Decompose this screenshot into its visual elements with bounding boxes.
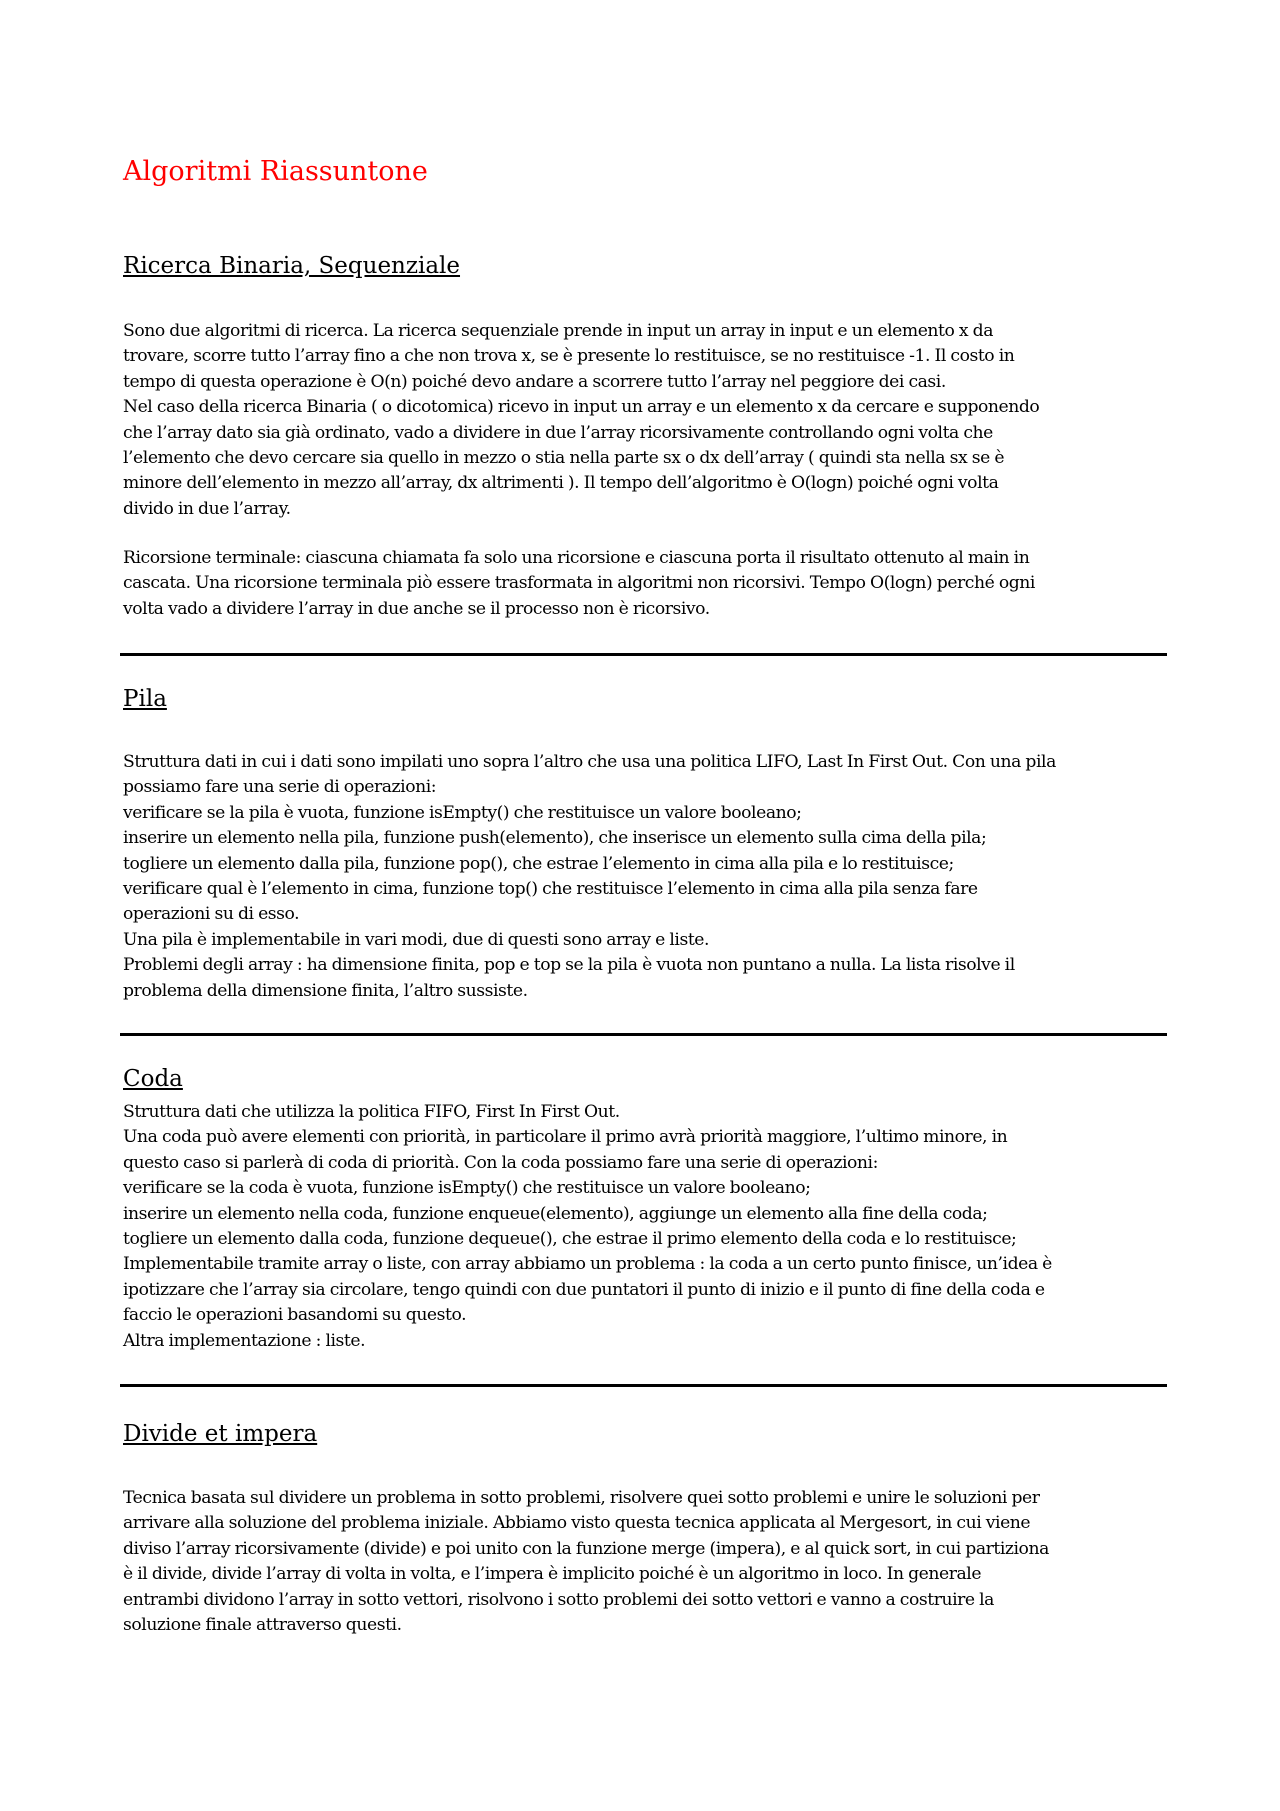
text-line: tempo di questa operazione è O(n) poiché devo andare a scorrere tutto l’array nel peggiore dei casi. <box>123 371 946 392</box>
paragraph-ricerca-1 <box>123 319 1183 522</box>
paragraph-coda <box>123 1100 1183 1354</box>
text-line: soluzione finale attraverso questi. <box>123 1615 402 1636</box>
text-line: questo caso si parlerà di coda di priorità. Con la coda possiamo fare una serie di operazioni: <box>123 1152 878 1173</box>
text-line: trovare, scorre tutto l’array fino a che non trova x, se è presente lo restituisce, se no restituisce -1. Il costo in <box>123 346 1015 367</box>
text-line: togliere un elemento dalla pila, funzione pop(), che estrae l’elemento in cima alla pila e lo restituisce; <box>123 853 954 874</box>
text-line: problema della dimensione finita, l’altro sussiste. <box>123 980 528 1001</box>
text-line: verificare qual è l’elemento in cima, funzione top() che restituisce l’elemento in cima alla pila senza fare <box>123 879 978 900</box>
text-line: verificare se la pila è vuota, funzione isEmpty() che restituisce un valore booleano; <box>123 802 802 823</box>
text-line: Tecnica basata sul dividere un problema in sotto problemi, risolvere quei sotto problemi e unire le soluzioni per <box>123 1488 1040 1508</box>
text-line: Una pila è implementabile in vari modi, due di questi sono array e liste. <box>123 929 710 950</box>
text-line: volta vado a dividere l’array in due anche se il processo non è ricorsivo. <box>123 598 710 619</box>
text-line: faccio le operazioni basandomi su questo. <box>123 1305 467 1326</box>
text-line: entrambi dividono l’array in sotto vettori, risolvono i sotto problemi dei sotto vettori e vanno a costruire la <box>123 1589 994 1610</box>
text-line: Struttura dati che utilizza la politica FIFO, First In First Out. <box>123 1102 620 1122</box>
text-line: arrivare alla soluzione del problema iniziale. Abbiamo visto questa tecnica applicata al Mergesort, in cui viene <box>123 1513 1031 1534</box>
paragraph-ricerca-2 <box>123 546 1183 622</box>
text-line: Sono due algoritmi di ricerca. La ricerca sequenziale prende in input un array in input e un elemento x da <box>123 321 994 341</box>
section-divider <box>120 1033 1167 1036</box>
text-line: verificare se la coda è vuota, funzione isEmpty() che restituisce un valore booleano; <box>123 1178 811 1199</box>
text-line: Problemi degli array : ha dimensione finita, pop e top se la pila è vuota non puntano a nulla. La lista risolve il <box>123 955 1015 976</box>
section-heading-divide-et-impera: Divide et impera <box>123 1421 318 1447</box>
section-divider <box>120 653 1167 656</box>
section-heading-pila: Pila <box>123 686 167 712</box>
text-line: Nel caso della ricerca Binaria ( o dicotomica) ricevo in input un array e un elemento x da cercare e supponendo <box>123 397 1040 418</box>
paragraph-divide-et-impera <box>123 1486 1183 1638</box>
text-line: inserire un elemento nella pila, funzione push(elemento), che inserisce un elemento sulla cima della pila; <box>123 828 987 849</box>
paragraph-pila <box>123 750 1183 1004</box>
section-heading-ricerca: Ricerca Binaria, Sequenziale <box>123 253 461 279</box>
text-line: togliere un elemento dalla coda, funzione dequeue(), che estrae il primo elemento della coda e lo restituisce; <box>123 1229 1017 1250</box>
text-line: operazioni su di esso. <box>123 904 300 925</box>
text-line: ipotizzare che l’array sia circolare, tengo quindi con due puntatori il punto di inizio e il punto di fine della coda e <box>123 1279 1045 1300</box>
text-line: che l’array dato sia già ordinato, vado a dividere in due l’array ricorsivamente controllando ogni volta che <box>123 422 993 443</box>
text-line: Ricorsione terminale: ciascuna chiamata fa solo una ricorsione e ciascuna porta il risultato ottenuto al main in <box>123 548 1030 568</box>
section-divider <box>120 1384 1167 1387</box>
section-heading-coda: Coda <box>123 1066 183 1092</box>
text-line: è il divide, divide l’array di volta in volta, e l’impera è implicito poiché è un algoritmo in loco. In generale <box>123 1564 982 1585</box>
document-title: Algoritmi Riassuntone <box>123 156 428 187</box>
text-line: Altra implementazione : liste. <box>123 1330 366 1351</box>
text-line: inserire un elemento nella coda, funzione enqueue(elemento), aggiunge un elemento alla fine della coda; <box>123 1203 988 1224</box>
text-line: l’elemento che devo cercare sia quello in mezzo o stia nella parte sx o dx dell’array ( quindi sta nella sx se è <box>123 448 1005 469</box>
text-line: cascata. Una ricorsione terminala piò essere trasformata in algoritmi non ricorsivi. Tempo O(logn) perché ogni <box>123 573 1035 594</box>
text-line: possiamo fare una serie di operazioni: <box>123 777 437 798</box>
text-line: Una coda può avere elementi con priorità, in particolare il primo avrà priorità maggiore, l’ultimo minore, in <box>123 1127 1008 1148</box>
text-line: minore dell’elemento in mezzo all’array, dx altrimenti ). Il tempo dell’algoritmo è O(logn) poiché ogni volta <box>123 473 999 494</box>
text-line: diviso l’array ricorsivamente (divide) e poi unito con la funzione merge (impera), e al quick sort, in cui partiziona <box>123 1538 1049 1559</box>
text-line: Struttura dati in cui i dati sono impilati uno sopra l’altro che usa una politica LIFO, Last In First Out. Con una pila <box>123 752 1056 772</box>
text-line: divido in due l’array. <box>123 498 291 519</box>
text-line: Implementabile tramite array o liste, con array abbiamo un problema : la coda a un certo punto finisce, un’idea è <box>123 1254 1052 1275</box>
